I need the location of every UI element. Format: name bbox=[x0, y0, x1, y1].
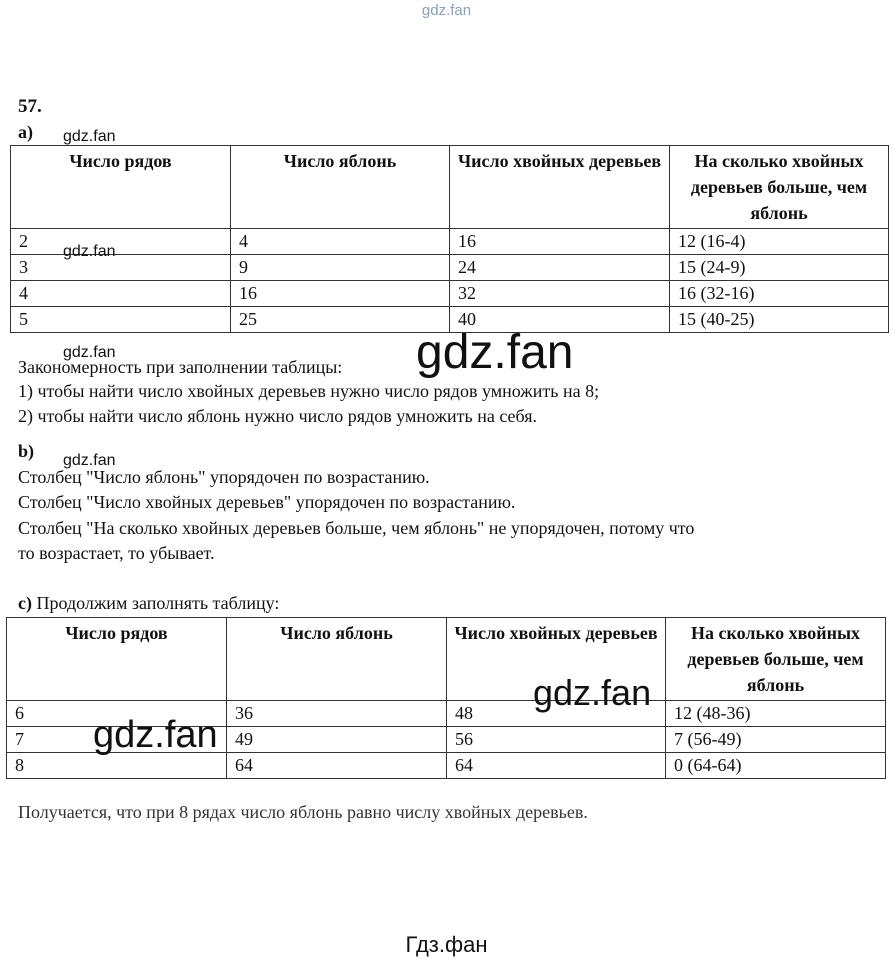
table-cell: 24 bbox=[450, 255, 670, 281]
part-b-label: b) bbox=[18, 441, 35, 461]
table-cell: 16 (32-16) bbox=[670, 281, 889, 307]
table-row bbox=[11, 255, 889, 281]
watermark-big-2: gdz.fan bbox=[533, 672, 652, 713]
part-c-intro: Продолжим заполнять таблицу: bbox=[36, 593, 280, 613]
table-cell: 4 bbox=[231, 229, 450, 255]
table-cell: 5 bbox=[11, 307, 231, 333]
watermark-big-1: gdz.fan bbox=[416, 326, 574, 379]
table-cell: 49 bbox=[227, 727, 447, 753]
table-cell: 48 bbox=[447, 701, 666, 727]
table-cell: 6 bbox=[7, 701, 227, 727]
table-cell: 0 (64-64) bbox=[666, 753, 886, 779]
watermark-small-3: gdz.fan bbox=[63, 344, 116, 361]
table-a-header-rows: Число рядов bbox=[11, 146, 231, 229]
table-cell: 7 bbox=[7, 727, 227, 753]
table-cell: 3 bbox=[11, 255, 231, 281]
table-cell: 36 bbox=[227, 701, 447, 727]
table-cell: 32 bbox=[450, 281, 670, 307]
table-cell: 15 (24-9) bbox=[670, 255, 889, 281]
part-b-line-1: Столбец "Число яблонь" упорядочен по возрастанию. bbox=[18, 467, 430, 487]
table-cell: 12 (16-4) bbox=[670, 229, 889, 255]
watermark-top: gdz.fan bbox=[421, 2, 472, 19]
watermark-small-2: gdz.fan bbox=[63, 243, 116, 260]
table-cell: 8 bbox=[7, 753, 227, 779]
part-a-note-2: 1) чтобы найти число хвойных деревьев нужно число рядов умножить на 8; bbox=[18, 381, 600, 401]
table-c-header-difference: На сколько хвойных деревьев больше, чем яблонь bbox=[666, 618, 886, 701]
table-cell: 16 bbox=[231, 281, 450, 307]
table-a-header-row bbox=[11, 146, 889, 229]
table-cell: 64 bbox=[227, 753, 447, 779]
table-cell: 15 (40-25) bbox=[670, 307, 889, 333]
table-cell: 56 bbox=[447, 727, 666, 753]
part-b-line-4: то возрастает, то убывает. bbox=[18, 543, 215, 563]
table-cell: 40 bbox=[450, 307, 670, 333]
table-part-a bbox=[10, 145, 889, 333]
table-c-header-apples: Число яблонь bbox=[227, 618, 447, 701]
table-cell: 9 bbox=[231, 255, 450, 281]
part-c-conclusion: Получается, что при 8 рядах число яблонь равно числу хвойных деревьев. bbox=[18, 802, 588, 822]
table-cell: 2 bbox=[11, 229, 231, 255]
part-a-label: a) bbox=[18, 122, 33, 142]
table-cell: 4 bbox=[11, 281, 231, 307]
table-cell: 25 bbox=[231, 307, 450, 333]
table-a-header-conifers: Число хвойных деревьев bbox=[450, 146, 670, 229]
part-a-note-1: Закономерность при заполнении таблицы: bbox=[18, 357, 343, 377]
table-cell: 64 bbox=[447, 753, 666, 779]
watermark-big-3: gdz.fan bbox=[93, 714, 218, 756]
table-a-header-apples: Число яблонь bbox=[231, 146, 450, 229]
table-c-header-conifers: Число хвойных деревьев bbox=[447, 618, 666, 701]
table-cell: 16 bbox=[450, 229, 670, 255]
watermark-small-4: gdz.fan bbox=[63, 452, 116, 469]
table-row bbox=[11, 229, 889, 255]
part-c-label: c) bbox=[18, 593, 32, 613]
table-cell: 12 (48-36) bbox=[666, 701, 886, 727]
part-b-line-3: Столбец "На сколько хвойных деревьев больше, чем яблонь" не упорядочен, потому что bbox=[18, 518, 695, 538]
table-cell: 7 (56-49) bbox=[666, 727, 886, 753]
table-a-header-difference: На сколько хвойных деревьев больше, чем яблонь bbox=[670, 146, 889, 229]
watermark-small-1: gdz.fan bbox=[63, 128, 116, 145]
table-c-header-row bbox=[7, 618, 886, 701]
table-row bbox=[11, 281, 889, 307]
footer-caption: Гдз.фан bbox=[405, 932, 488, 957]
part-b-line-2: Столбец "Число хвойных деревьев" упорядочен по возрастанию. bbox=[18, 492, 516, 512]
task-number: 57. bbox=[18, 96, 42, 117]
part-c-heading bbox=[18, 593, 279, 614]
table-c-header-rows: Число рядов bbox=[7, 618, 227, 701]
part-a-note-3: 2) чтобы найти число яблонь нужно число рядов умножить на себя. bbox=[18, 406, 538, 426]
